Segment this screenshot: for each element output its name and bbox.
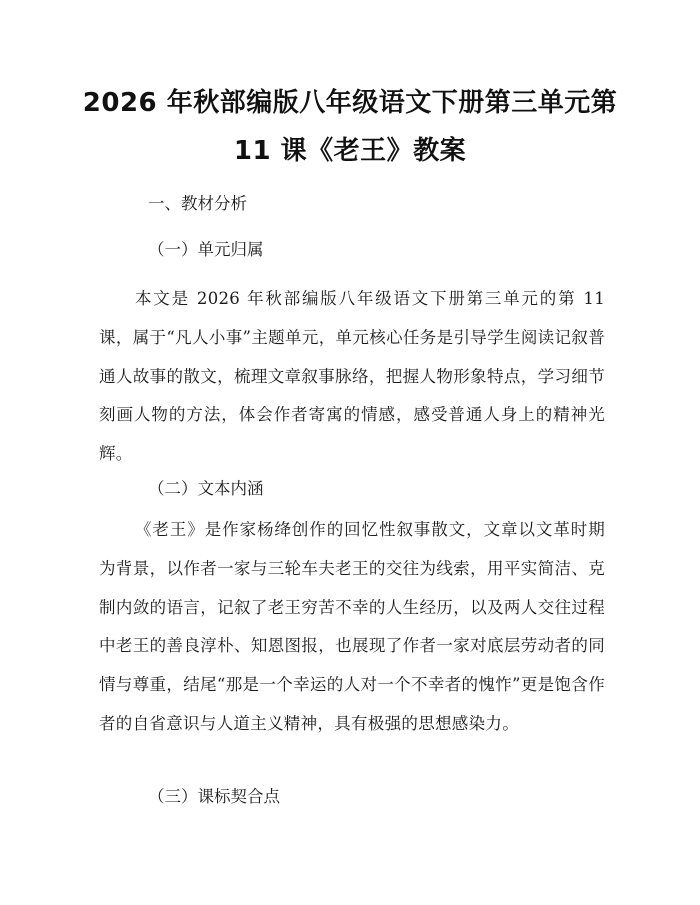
document-title-line-1: 2026 年秋部编版八年级语文下册第三单元第 — [82, 88, 618, 118]
paragraph-unit-placement: 本文是 2026 年秋部编版八年级语文下册第三单元的第 11 课，属于“凡人小事”主题单元，单元核心任务是引导学生阅读记叙普通人故事的散文，梳理文章叙事脉络，把握人物形象特点，学习细节刻画人物的方法，体会作者寄寓的情感，感受普通人身上的精神光辉。 — [99, 289, 605, 463]
subsection-heading-curriculum-standards: （三）课标契合点 — [148, 787, 280, 806]
section-heading-teaching-material-analysis: 一、教材分析 — [148, 194, 247, 213]
document-title-line-2: 11 课《老王》教案 — [233, 136, 467, 166]
subsection-heading-text-connotation: （二）文本内涵 — [148, 479, 264, 498]
subsection-heading-unit-placement: （一）单元归属 — [148, 240, 264, 259]
paragraph-text-connotation: 《老王》是作家杨绛创作的回忆性叙事散文，文章以文革时期为背景，以作者一家与三轮车夫老王的交往为线索，用平实简洁、克制内敛的语言，记叙了老王穷苦不幸的人生经历，以及两人交往过程中老王的善良淳朴、知恩图报，也展现了作者一家对底层劳动者的同情与尊重，结尾“那是一个幸运的人对一个不幸者的愧怍”更是饱含作者的自省意识与人道主义精神，具有极强的思想感染力。 — [99, 520, 605, 733]
